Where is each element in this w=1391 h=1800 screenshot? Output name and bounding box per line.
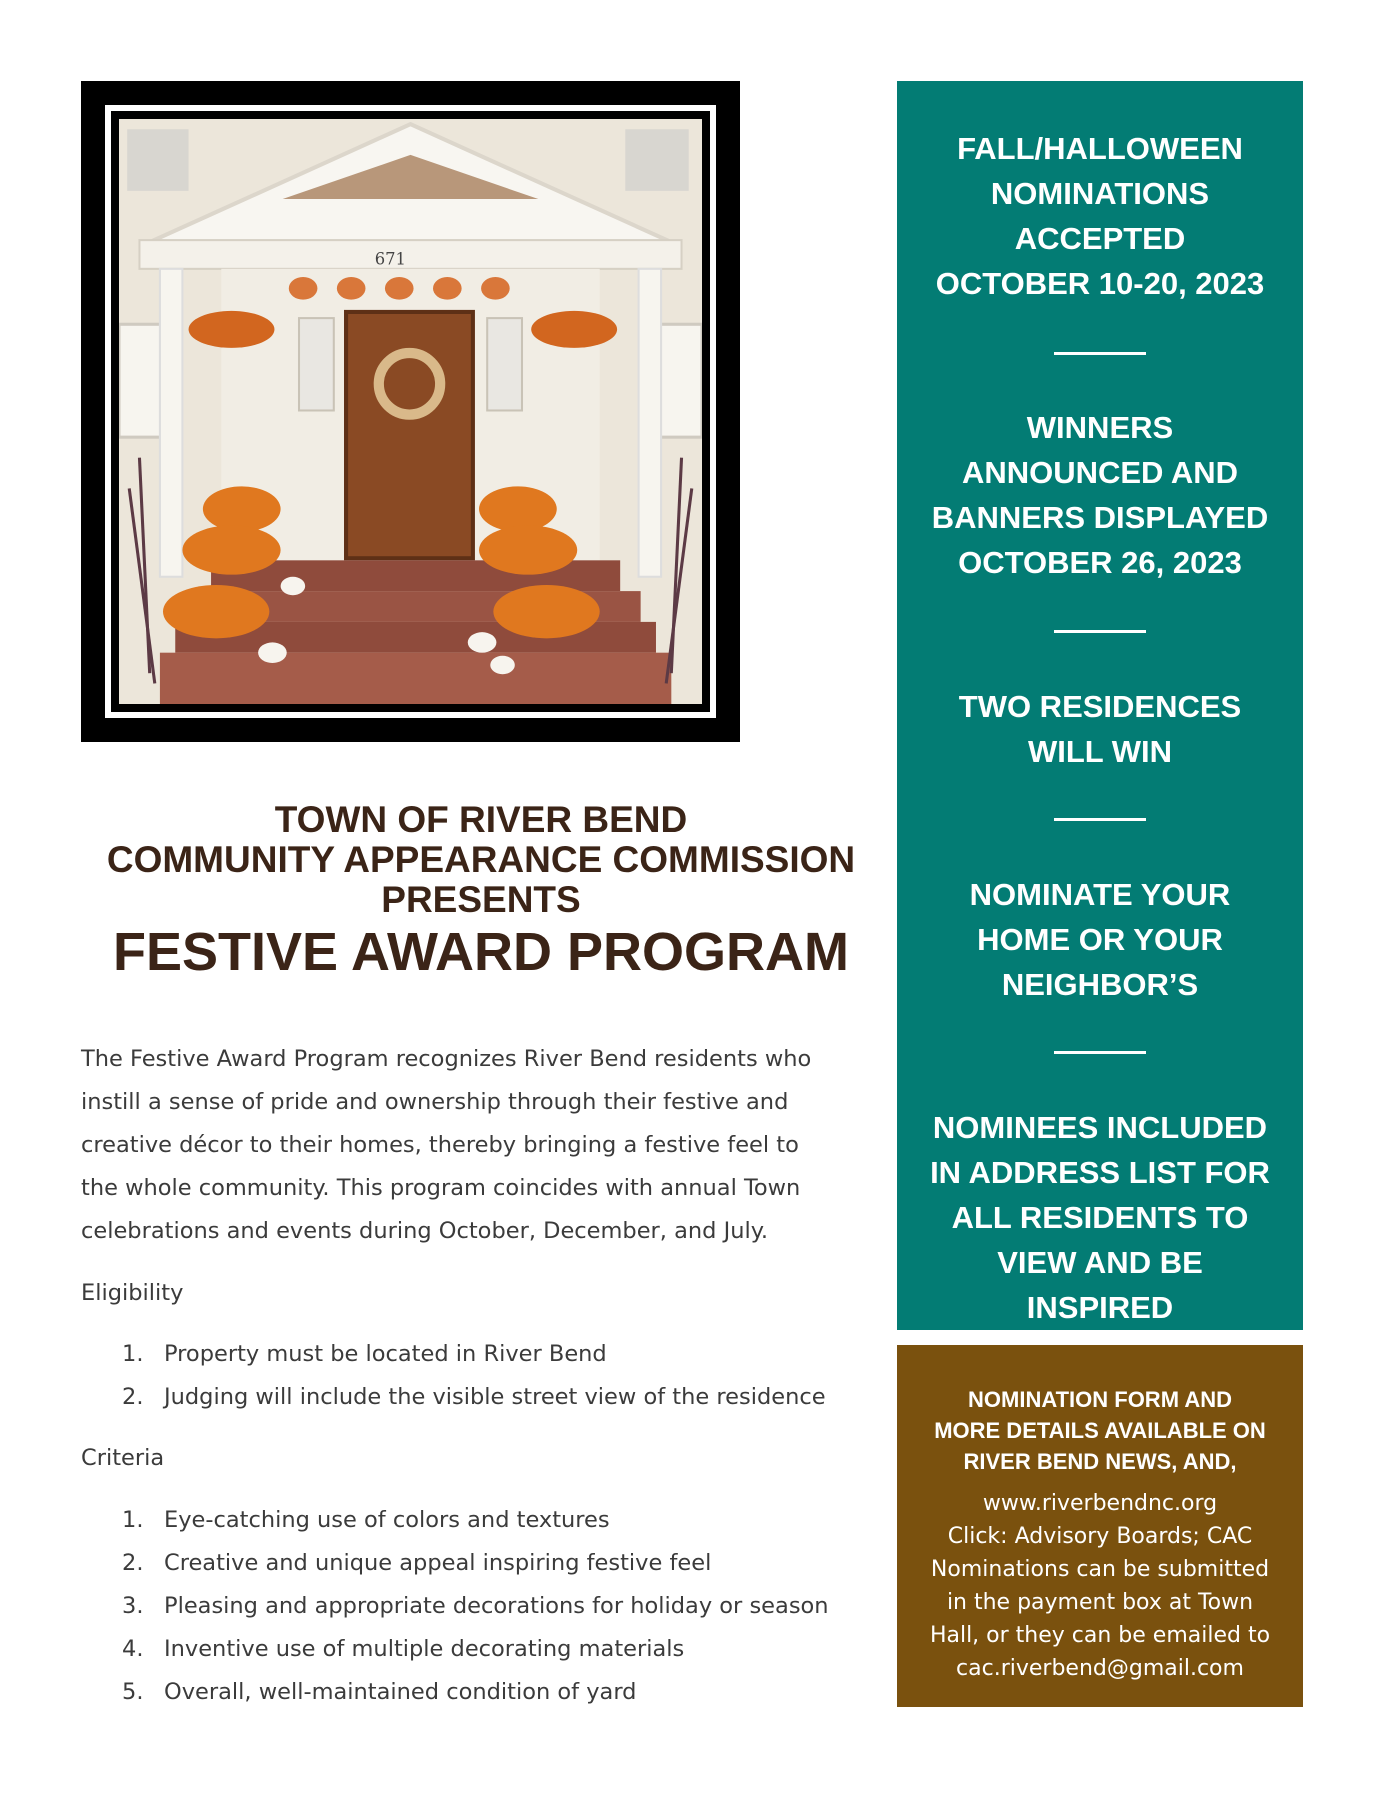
nominate-block: NOMINATE YOUR HOME OR YOUR NEIGHBOR’S [969, 877, 1231, 1002]
photo-frame [81, 81, 740, 742]
heading-town: TOWN OF RIVER BEND [274, 799, 688, 840]
list-item: 2. Creative and unique appeal inspiring festive feel [122, 1550, 712, 1576]
dates-panel [897, 81, 1303, 1330]
criteria-label: Criteria [81, 1445, 165, 1471]
winners-block: WINNERS ANNOUNCED AND BANNERS DISPLAYED OCTOBER 26, 2023 [931, 410, 1269, 580]
two-residences-block: TWO RESIDENCES WILL WIN [958, 689, 1242, 769]
intro-line: celebrations and events during October, December, and July. [81, 1218, 768, 1244]
intro-paragraph [81, 1038, 881, 1253]
list-item: 4. Inventive use of multiple decorating materials [122, 1636, 685, 1662]
criteria-list [122, 1499, 829, 1714]
divider [1054, 352, 1146, 355]
details-body: www.riverbendnc.org Click: Advisory Boards; CAC Nominations can be submitted in the payment box at Town Hall, or they can be emailed to cac.riverbend@gmail.com [897, 1487, 1303, 1685]
porch-photo [119, 119, 702, 704]
intro-line: The Festive Award Program recognizes River Bend residents who [81, 1046, 812, 1072]
heading-presents: PRESENTS [381, 879, 581, 920]
divider [1054, 630, 1146, 633]
photo-mat [105, 105, 716, 718]
intro-line: creative décor to their homes, thereby bringing a festive feel to [81, 1132, 799, 1158]
eligibility-list [122, 1333, 826, 1419]
nominations-block: FALL/HALLOWEEN NOMINATIONS ACCEPTED OCTOBER 10-20, 2023 [935, 131, 1265, 301]
list-item: 2. Judging will include the visible street view of the residence [122, 1384, 826, 1410]
divider [1054, 1051, 1146, 1054]
list-item: 1. Eye-catching use of colors and textures [122, 1507, 610, 1533]
website-link[interactable]: www.riverbendnc.org [982, 1491, 1218, 1516]
divider [1054, 818, 1146, 821]
intro-line: instill a sense of pride and ownership through their festive and [81, 1089, 789, 1115]
list-item: 5. Overall, well-maintained condition of yard [122, 1679, 637, 1705]
nominees-block: NOMINEES INCLUDED IN ADDRESS LIST FOR ALL RESIDENTS TO VIEW AND BE INSPIRED [930, 1110, 1270, 1325]
heading-commission: COMMUNITY APPEARANCE COMMISSION [106, 839, 856, 880]
details-panel [897, 1345, 1303, 1707]
photo-border [111, 111, 710, 712]
list-item: 3. Pleasing and appropriate decorations for holiday or season [122, 1593, 829, 1619]
details-heading: NOMINATION FORM AND MORE DETAILS AVAILABLE ON RIVER BEND NEWS, AND, [934, 1387, 1266, 1474]
page-title: FESTIVE AWARD PROGRAM [112, 922, 850, 982]
house-number: 671 [374, 249, 406, 269]
eligibility-label: Eligibility [81, 1280, 184, 1306]
program-heading [81, 800, 881, 982]
email-link[interactable]: cac.riverbend@gmail.com [956, 1656, 1244, 1681]
list-item: 1. Property must be located in River Bend [122, 1341, 607, 1367]
intro-line: the whole community. This program coincides with annual Town [81, 1175, 801, 1201]
porch-illustration [119, 119, 702, 704]
